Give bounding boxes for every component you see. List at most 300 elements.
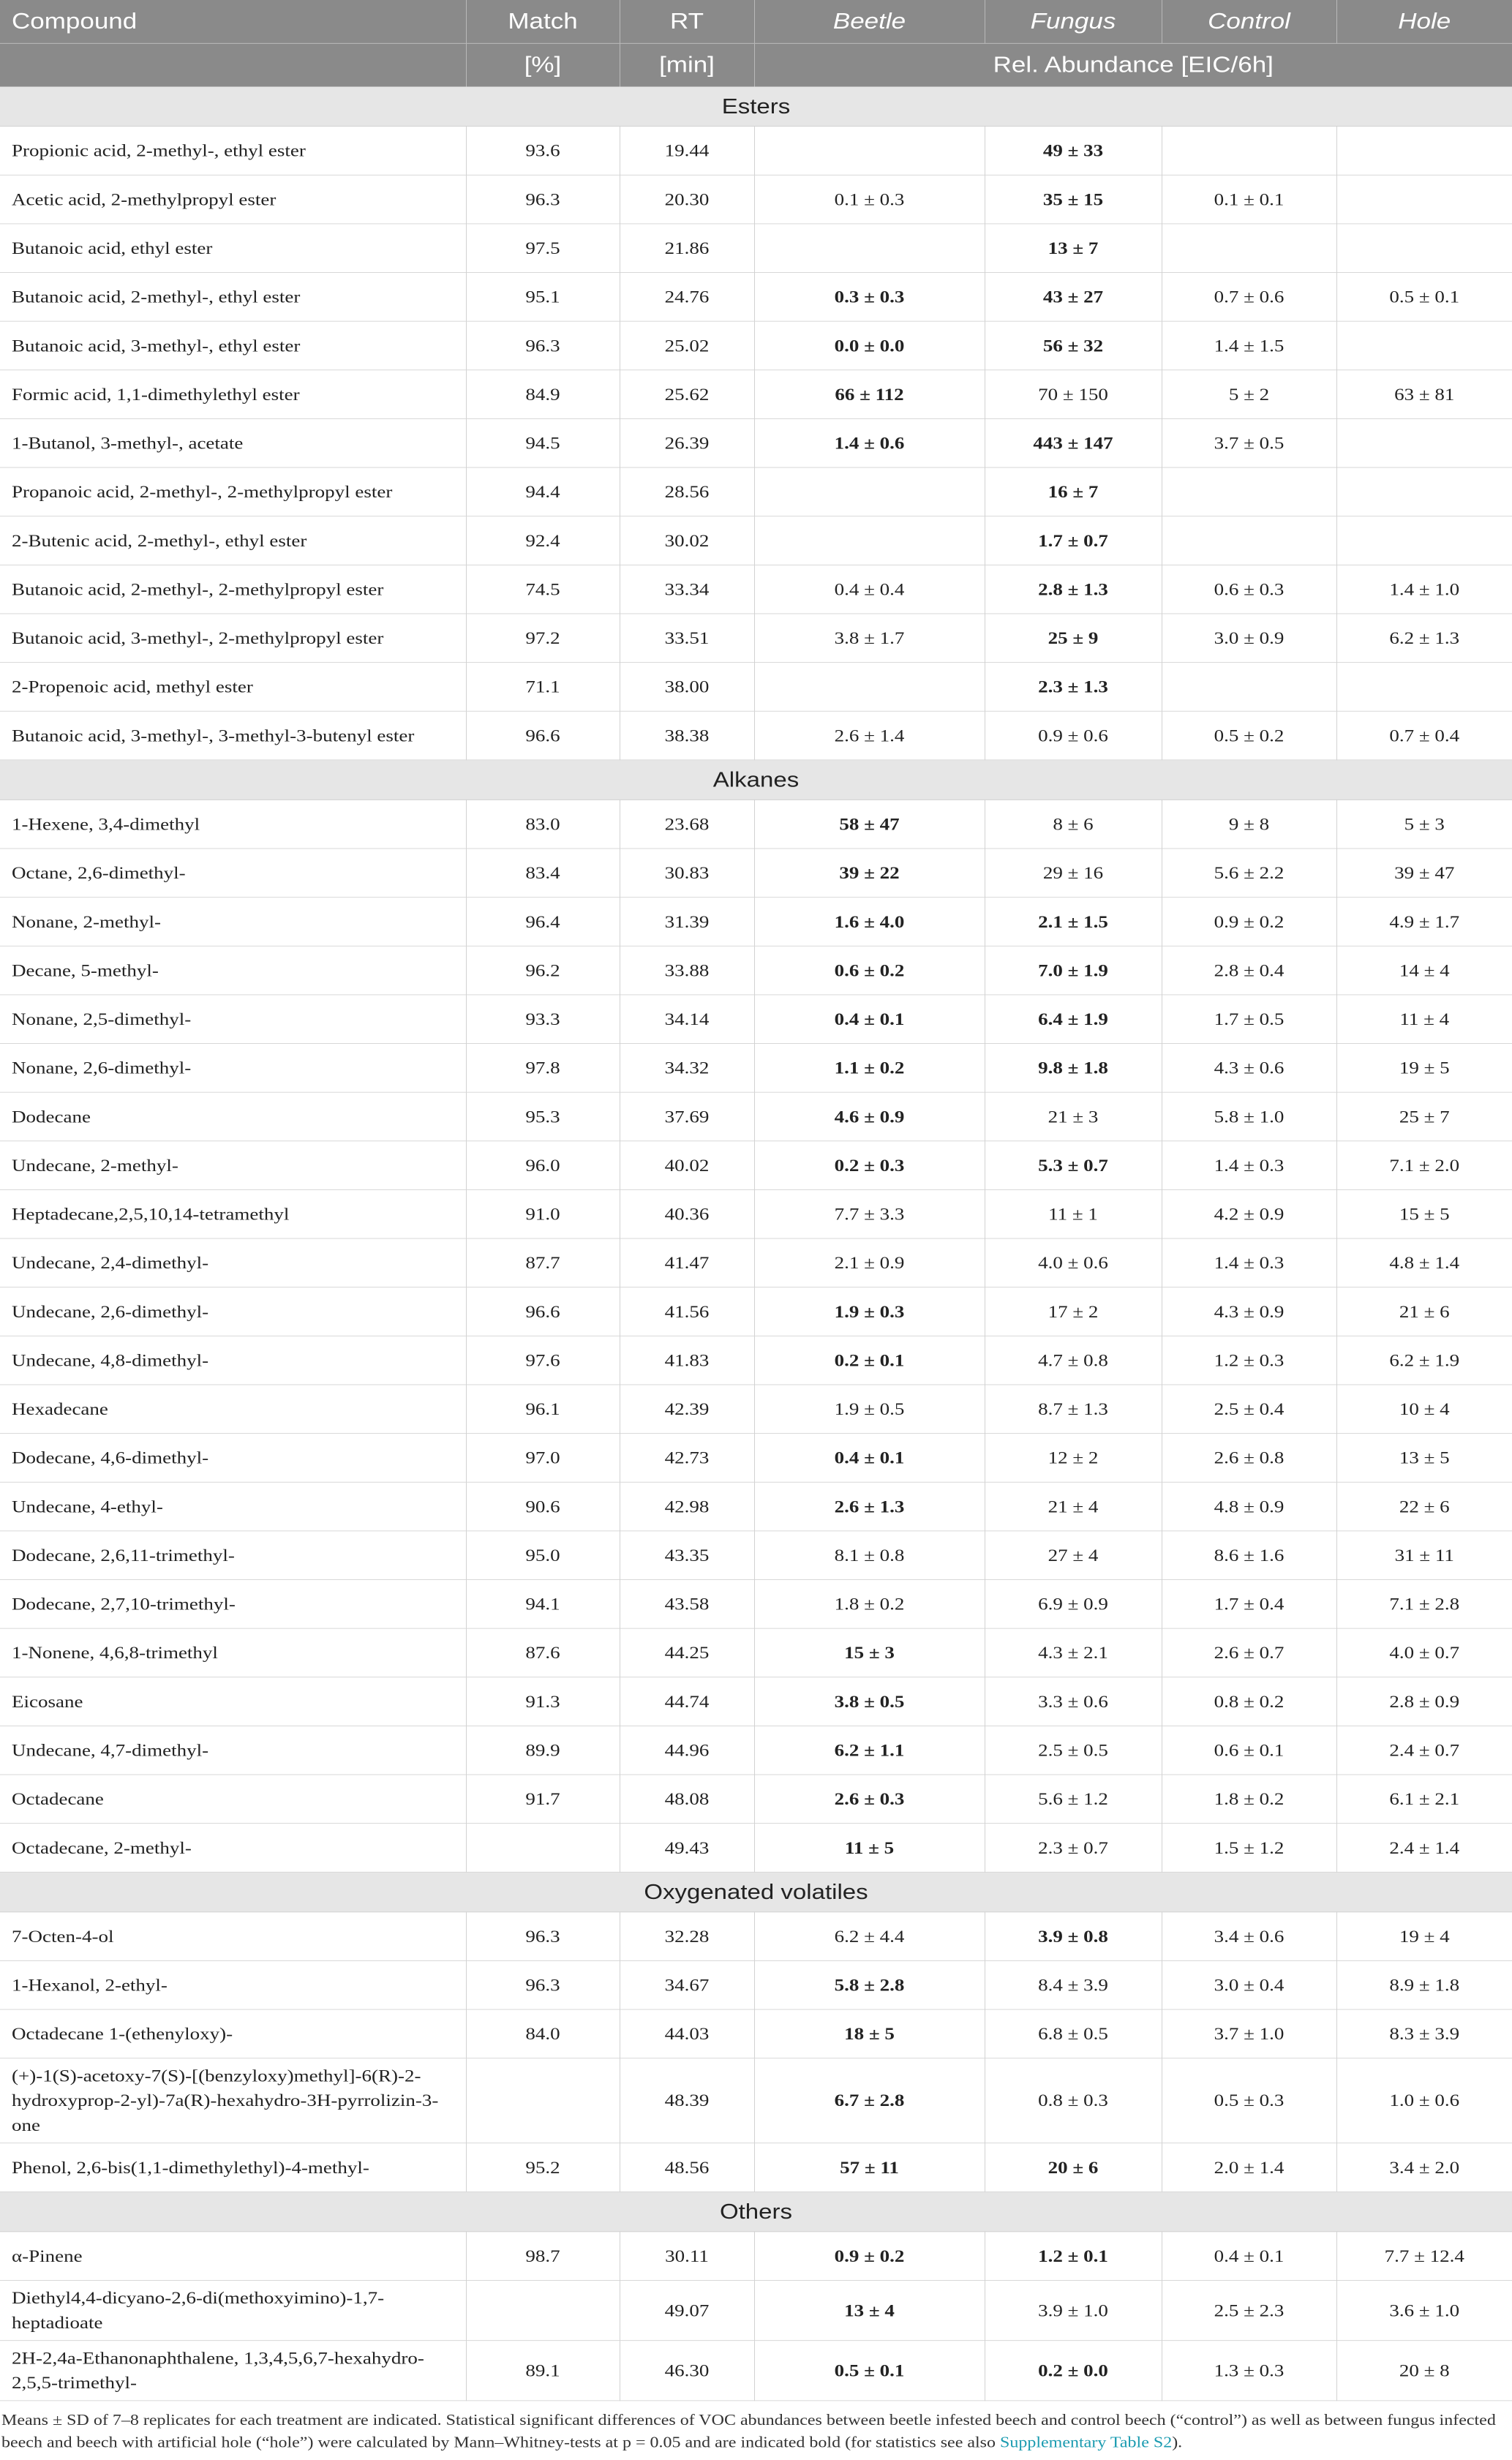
table-row (0, 2009, 1512, 2058)
cell-fungus: 5.3 ± 0.7 (985, 1141, 1162, 1190)
table-row (0, 467, 1512, 516)
cell-match: 91.7 (466, 1775, 620, 1824)
cell-match: 97.0 (466, 1434, 620, 1483)
cell-fungus: 43 ± 27 (985, 273, 1162, 322)
table-row (0, 273, 1512, 322)
section-title: Others (0, 2192, 1512, 2232)
cell-hole: 7.1 ± 2.0 (1336, 1141, 1512, 1190)
cell-match: 95.3 (466, 1092, 620, 1141)
cell-rt: 30.02 (620, 516, 754, 565)
header-match-unit: [%] (466, 43, 620, 86)
cell-hole: 2.4 ± 0.7 (1336, 1726, 1512, 1775)
cell-match: 97.8 (466, 1044, 620, 1093)
cell-hole: 5 ± 3 (1336, 800, 1512, 849)
compound-name: Nonane, 2,6-dimethyl- (0, 1044, 466, 1093)
cell-control: 1.4 ± 0.3 (1162, 1141, 1336, 1190)
cell-beetle (754, 224, 985, 273)
cell-fungus: 21 ± 3 (985, 1092, 1162, 1141)
cell-hole: 25 ± 7 (1336, 1092, 1512, 1141)
cell-hole: 0.7 ± 0.4 (1336, 711, 1512, 760)
cell-match: 92.4 (466, 516, 620, 565)
compound-name: Butanoic acid, 3-methyl-, ethyl ester (0, 321, 466, 370)
supplementary-link[interactable]: Supplementary Table S2 (1000, 2434, 1173, 2451)
cell-match: 96.3 (466, 175, 620, 224)
cell-match: 93.6 (466, 127, 620, 176)
cell-rt: 46.30 (620, 2341, 754, 2401)
cell-rt: 42.98 (620, 1482, 754, 1531)
cell-match: 87.7 (466, 1238, 620, 1287)
compound-name: (+)-1(S)-acetoxy-7(S)-[(benzyloxy)methyl]-6(R)-2-hydroxyprop-2-yl)-7a(R)-hexahydro-3H-pyrrolizin-3-one (0, 2058, 466, 2143)
cell-control: 3.0 ± 0.9 (1162, 614, 1336, 663)
cell-match (466, 1824, 620, 1873)
cell-match: 71.1 (466, 663, 620, 712)
cell-control: 3.4 ± 0.6 (1162, 1912, 1336, 1961)
cell-rt: 37.69 (620, 1092, 754, 1141)
cell-control: 4.3 ± 0.9 (1162, 1287, 1336, 1336)
compound-name: Octadecane (0, 1775, 466, 1824)
cell-control: 2.8 ± 0.4 (1162, 946, 1336, 995)
table-row (0, 127, 1512, 176)
compound-name: Nonane, 2-methyl- (0, 898, 466, 947)
table-row (0, 1775, 1512, 1824)
cell-rt: 33.88 (620, 946, 754, 995)
cell-rt: 25.02 (620, 321, 754, 370)
header-fungus: Fungus (985, 0, 1162, 43)
cell-fungus: 8.4 ± 3.9 (985, 1960, 1162, 2009)
compound-name: Propanoic acid, 2-methyl-, 2-methylpropyl ester (0, 467, 466, 516)
table-row (0, 370, 1512, 419)
compound-name: Octadecane, 2-methyl- (0, 1824, 466, 1873)
compound-name: 1-Hexanol, 2-ethyl- (0, 1960, 466, 2009)
cell-hole: 1.0 ± 0.6 (1336, 2058, 1512, 2143)
cell-rt: 25.62 (620, 370, 754, 419)
cell-beetle: 18 ± 5 (754, 2009, 985, 2058)
table-row (0, 995, 1512, 1044)
cell-rt: 42.73 (620, 1434, 754, 1483)
cell-match: 96.6 (466, 711, 620, 760)
cell-control: 0.6 ± 0.1 (1162, 1726, 1336, 1775)
compound-name: Dodecane, 2,7,10-trimethyl- (0, 1580, 466, 1629)
cell-control: 5.8 ± 1.0 (1162, 1092, 1336, 1141)
cell-hole: 3.4 ± 2.0 (1336, 2143, 1512, 2192)
compound-name: Butanoic acid, 3-methyl-, 2-methylpropyl ester (0, 614, 466, 663)
cell-control (1162, 516, 1336, 565)
cell-rt: 40.36 (620, 1189, 754, 1238)
compound-name: 1-Nonene, 4,6,8-trimethyl (0, 1628, 466, 1677)
footnote-text: Means ± SD of 7–8 replicates for each treatment are indicated. Statistical significant differences of VOC abundances between beetle infested beech and control beech (“control”) as well as between fungus infected beech and beech with artificial hole (“hole”) were calculated by Mann–Whitney-tests at p = 0.05 and are indicated bold (for statistics see also (1, 2412, 1496, 2451)
cell-match: 94.5 (466, 418, 620, 467)
cell-hole: 15 ± 5 (1336, 1189, 1512, 1238)
header-hole: Hole (1336, 0, 1512, 43)
table-row (0, 224, 1512, 273)
cell-match: 94.4 (466, 467, 620, 516)
cell-beetle: 2.6 ± 1.3 (754, 1482, 985, 1531)
cell-beetle: 4.6 ± 0.9 (754, 1092, 985, 1141)
cell-fungus: 25 ± 9 (985, 614, 1162, 663)
cell-beetle: 0.4 ± 0.1 (754, 995, 985, 1044)
cell-control: 3.7 ± 0.5 (1162, 418, 1336, 467)
table-row (0, 1189, 1512, 1238)
cell-hole (1336, 467, 1512, 516)
table-row (0, 1726, 1512, 1775)
cell-hole: 19 ± 5 (1336, 1044, 1512, 1093)
cell-beetle: 1.8 ± 0.2 (754, 1580, 985, 1629)
compound-name: 7-Octen-4-ol (0, 1912, 466, 1961)
cell-control: 3.7 ± 1.0 (1162, 2009, 1336, 2058)
cell-fungus: 0.8 ± 0.3 (985, 2058, 1162, 2143)
cell-rt: 28.56 (620, 467, 754, 516)
cell-control: 1.4 ± 0.3 (1162, 1238, 1336, 1287)
cell-hole: 7.1 ± 2.8 (1336, 1580, 1512, 1629)
compound-name: Dodecane, 4,6-dimethyl- (0, 1434, 466, 1483)
cell-match: 96.6 (466, 1287, 620, 1336)
cell-fungus: 5.6 ± 1.2 (985, 1775, 1162, 1824)
cell-fungus: 11 ± 1 (985, 1189, 1162, 1238)
cell-rt: 44.96 (620, 1726, 754, 1775)
compound-name: Undecane, 2,6-dimethyl- (0, 1287, 466, 1336)
cell-hole (1336, 175, 1512, 224)
cell-fungus: 35 ± 15 (985, 175, 1162, 224)
compound-name: Decane, 5-methyl- (0, 946, 466, 995)
cell-match: 98.7 (466, 2232, 620, 2281)
cell-hole (1336, 127, 1512, 176)
cell-beetle: 1.4 ± 0.6 (754, 418, 985, 467)
cell-fungus: 4.3 ± 2.1 (985, 1628, 1162, 1677)
table-row (0, 1677, 1512, 1726)
cell-hole (1336, 663, 1512, 712)
cell-rt: 49.43 (620, 1824, 754, 1873)
cell-rt: 41.56 (620, 1287, 754, 1336)
cell-beetle: 1.6 ± 4.0 (754, 898, 985, 947)
header-match: Match (466, 0, 620, 43)
cell-control: 5.6 ± 2.2 (1162, 849, 1336, 898)
compound-name: Diethyl4,4-dicyano-2,6-di(methoxyimino)-1,7-heptadioate (0, 2280, 466, 2340)
cell-control: 0.9 ± 0.2 (1162, 898, 1336, 947)
cell-control: 1.7 ± 0.4 (1162, 1580, 1336, 1629)
table-body (0, 87, 1512, 2401)
cell-control: 0.5 ± 0.3 (1162, 2058, 1336, 2143)
table-row (0, 1482, 1512, 1531)
compound-name: Undecane, 2,4-dimethyl- (0, 1238, 466, 1287)
table-row (0, 565, 1512, 614)
header-rt-unit: [min] (620, 43, 754, 86)
table-row (0, 2232, 1512, 2281)
table-header (0, 0, 1512, 87)
table-row (0, 1336, 1512, 1385)
cell-control: 0.7 ± 0.6 (1162, 273, 1336, 322)
compound-name: Butanoic acid, 2-methyl-, 2-methylpropyl ester (0, 565, 466, 614)
section-title: Oxygenated volatiles (0, 1872, 1512, 1912)
cell-beetle: 2.1 ± 0.9 (754, 1238, 985, 1287)
cell-hole: 7.7 ± 12.4 (1336, 2232, 1512, 2281)
cell-beetle: 3.8 ± 1.7 (754, 614, 985, 663)
table-row (0, 663, 1512, 712)
header-abundance: Rel. Abundance [EIC/6h] (754, 43, 1512, 86)
cell-rt: 48.08 (620, 1775, 754, 1824)
cell-hole: 19 ± 4 (1336, 1912, 1512, 1961)
cell-match: 97.5 (466, 224, 620, 273)
cell-control: 1.7 ± 0.5 (1162, 995, 1336, 1044)
cell-control: 1.8 ± 0.2 (1162, 1775, 1336, 1824)
cell-control: 0.1 ± 0.1 (1162, 175, 1336, 224)
cell-match: 96.1 (466, 1385, 620, 1434)
cell-beetle (754, 516, 985, 565)
compound-name: Undecane, 2-methyl- (0, 1141, 466, 1190)
cell-fungus: 2.8 ± 1.3 (985, 565, 1162, 614)
cell-beetle: 11 ± 5 (754, 1824, 985, 1873)
table-row (0, 1434, 1512, 1483)
cell-control (1162, 224, 1336, 273)
cell-beetle: 66 ± 112 (754, 370, 985, 419)
cell-hole: 2.8 ± 0.9 (1336, 1677, 1512, 1726)
cell-rt: 44.74 (620, 1677, 754, 1726)
header-blank (0, 43, 466, 86)
header-rt: RT (620, 0, 754, 43)
cell-fungus: 2.1 ± 1.5 (985, 898, 1162, 947)
cell-rt: 34.67 (620, 1960, 754, 2009)
section-title: Alkanes (0, 760, 1512, 800)
cell-hole: 20 ± 8 (1336, 2341, 1512, 2401)
cell-control: 2.5 ± 2.3 (1162, 2280, 1336, 2340)
cell-beetle (754, 467, 985, 516)
table-row (0, 2058, 1512, 2143)
compound-name: Phenol, 2,6-bis(1,1-dimethylethyl)-4-methyl- (0, 2143, 466, 2192)
cell-fungus: 6.8 ± 0.5 (985, 2009, 1162, 2058)
compound-name: Propionic acid, 2-methyl-, ethyl ester (0, 127, 466, 176)
cell-control: 1.5 ± 1.2 (1162, 1824, 1336, 1873)
cell-hole: 6.2 ± 1.9 (1336, 1336, 1512, 1385)
cell-beetle: 2.6 ± 1.4 (754, 711, 985, 760)
table-row (0, 849, 1512, 898)
cell-fungus: 443 ± 147 (985, 418, 1162, 467)
compound-name: 2H-2,4a-Ethanonaphthalene, 1,3,4,5,6,7-hexahydro-2,5,5-trimethyl- (0, 2341, 466, 2401)
cell-hole: 8.3 ± 3.9 (1336, 2009, 1512, 2058)
cell-control: 1.3 ± 0.3 (1162, 2341, 1336, 2401)
compound-name: Octane, 2,6-dimethyl- (0, 849, 466, 898)
cell-rt: 30.83 (620, 849, 754, 898)
cell-fungus: 6.9 ± 0.9 (985, 1580, 1162, 1629)
cell-match: 95.1 (466, 273, 620, 322)
table-row (0, 175, 1512, 224)
compound-name: Heptadecane,2,5,10,14-tetramethyl (0, 1189, 466, 1238)
cell-match: 91.0 (466, 1189, 620, 1238)
cell-control: 5 ± 2 (1162, 370, 1336, 419)
compound-name: Butanoic acid, 3-methyl-, 3-methyl-3-butenyl ester (0, 711, 466, 760)
table-row (0, 946, 1512, 995)
cell-match: 87.6 (466, 1628, 620, 1677)
cell-fungus: 13 ± 7 (985, 224, 1162, 273)
cell-hole: 31 ± 11 (1336, 1531, 1512, 1580)
cell-match: 96.4 (466, 898, 620, 947)
cell-control: 4.3 ± 0.6 (1162, 1044, 1336, 1093)
cell-hole: 22 ± 6 (1336, 1482, 1512, 1531)
cell-hole: 0.5 ± 0.1 (1336, 273, 1512, 322)
cell-beetle: 13 ± 4 (754, 2280, 985, 2340)
table-row (0, 1092, 1512, 1141)
section-title: Esters (0, 87, 1512, 127)
cell-beetle: 6.2 ± 1.1 (754, 1726, 985, 1775)
cell-rt: 48.56 (620, 2143, 754, 2192)
table-row (0, 711, 1512, 760)
cell-beetle: 2.6 ± 0.3 (754, 1775, 985, 1824)
table-row (0, 1385, 1512, 1434)
compound-name: 2-Propenoic acid, methyl ester (0, 663, 466, 712)
compound-name: Undecane, 4,8-dimethyl- (0, 1336, 466, 1385)
cell-rt: 49.07 (620, 2280, 754, 2340)
cell-rt: 34.14 (620, 995, 754, 1044)
cell-beetle: 8.1 ± 0.8 (754, 1531, 985, 1580)
table-row (0, 321, 1512, 370)
cell-fungus: 49 ± 33 (985, 127, 1162, 176)
cell-beetle: 58 ± 47 (754, 800, 985, 849)
cell-match: 95.0 (466, 1531, 620, 1580)
cell-fungus: 3.3 ± 0.6 (985, 1677, 1162, 1726)
cell-hole: 39 ± 47 (1336, 849, 1512, 898)
cell-control: 0.6 ± 0.3 (1162, 565, 1336, 614)
cell-hole: 6.1 ± 2.1 (1336, 1775, 1512, 1824)
cell-hole: 4.0 ± 0.7 (1336, 1628, 1512, 1677)
cell-rt: 41.83 (620, 1336, 754, 1385)
cell-fungus: 2.5 ± 0.5 (985, 1726, 1162, 1775)
cell-hole (1336, 224, 1512, 273)
table-row (0, 1824, 1512, 1873)
cell-beetle: 1.1 ± 0.2 (754, 1044, 985, 1093)
cell-control (1162, 663, 1336, 712)
cell-fungus: 1.7 ± 0.7 (985, 516, 1162, 565)
cell-beetle: 6.7 ± 2.8 (754, 2058, 985, 2143)
cell-beetle: 57 ± 11 (754, 2143, 985, 2192)
cell-rt: 44.25 (620, 1628, 754, 1677)
header-row (0, 0, 1512, 43)
cell-control: 9 ± 8 (1162, 800, 1336, 849)
cell-rt: 41.47 (620, 1238, 754, 1287)
cell-match: 84.0 (466, 2009, 620, 2058)
cell-control: 4.8 ± 0.9 (1162, 1482, 1336, 1531)
cell-control: 0.8 ± 0.2 (1162, 1677, 1336, 1726)
table-row (0, 1628, 1512, 1677)
compound-name: Undecane, 4-ethyl- (0, 1482, 466, 1531)
cell-fungus: 4.0 ± 0.6 (985, 1238, 1162, 1287)
cell-beetle: 1.9 ± 0.5 (754, 1385, 985, 1434)
cell-hole: 10 ± 4 (1336, 1385, 1512, 1434)
cell-match: 91.3 (466, 1677, 620, 1726)
cell-control: 1.2 ± 0.3 (1162, 1336, 1336, 1385)
compound-name: 1-Hexene, 3,4-dimethyl (0, 800, 466, 849)
footnote-end: ). (1172, 2434, 1183, 2451)
table-row (0, 800, 1512, 849)
cell-match: 95.2 (466, 2143, 620, 2192)
section-header-row (0, 760, 1512, 800)
table-row (0, 418, 1512, 467)
cell-rt: 23.68 (620, 800, 754, 849)
section-header-row (0, 87, 1512, 127)
cell-fungus: 3.9 ± 1.0 (985, 2280, 1162, 2340)
compound-name: 1-Butanol, 3-methyl-, acetate (0, 418, 466, 467)
cell-hole: 4.9 ± 1.7 (1336, 898, 1512, 947)
cell-fungus: 27 ± 4 (985, 1531, 1162, 1580)
cell-match: 96.3 (466, 321, 620, 370)
table-row (0, 2143, 1512, 2192)
cell-beetle (754, 663, 985, 712)
header-beetle: Beetle (754, 0, 985, 43)
cell-match: 94.1 (466, 1580, 620, 1629)
compound-name: Butanoic acid, ethyl ester (0, 224, 466, 273)
table-row (0, 1531, 1512, 1580)
cell-beetle: 5.8 ± 2.8 (754, 1960, 985, 2009)
cell-fungus: 21 ± 4 (985, 1482, 1162, 1531)
compound-name: α-Pinene (0, 2232, 466, 2281)
cell-rt: 48.39 (620, 2058, 754, 2143)
cell-rt: 19.44 (620, 127, 754, 176)
cell-beetle: 0.4 ± 0.1 (754, 1434, 985, 1483)
cell-hole: 14 ± 4 (1336, 946, 1512, 995)
header-units-row (0, 43, 1512, 86)
cell-rt: 33.34 (620, 565, 754, 614)
cell-hole (1336, 516, 1512, 565)
cell-rt: 20.30 (620, 175, 754, 224)
cell-rt: 44.03 (620, 2009, 754, 2058)
cell-control: 2.6 ± 0.7 (1162, 1628, 1336, 1677)
compound-name: Nonane, 2,5-dimethyl- (0, 995, 466, 1044)
table-row (0, 1912, 1512, 1961)
cell-rt: 33.51 (620, 614, 754, 663)
cell-hole: 11 ± 4 (1336, 995, 1512, 1044)
header-compound: Compound (0, 0, 466, 43)
cell-beetle: 6.2 ± 4.4 (754, 1912, 985, 1961)
cell-rt: 40.02 (620, 1141, 754, 1190)
cell-control: 4.2 ± 0.9 (1162, 1189, 1336, 1238)
cell-fungus: 1.2 ± 0.1 (985, 2232, 1162, 2281)
compound-name: Eicosane (0, 1677, 466, 1726)
cell-match: 96.3 (466, 1960, 620, 2009)
cell-match: 97.2 (466, 614, 620, 663)
cell-hole: 6.2 ± 1.3 (1336, 614, 1512, 663)
cell-beetle: 1.9 ± 0.3 (754, 1287, 985, 1336)
cell-fungus: 0.2 ± 0.0 (985, 2341, 1162, 2401)
cell-match: 89.1 (466, 2341, 620, 2401)
cell-beetle: 0.0 ± 0.0 (754, 321, 985, 370)
cell-match: 89.9 (466, 1726, 620, 1775)
compound-name: Formic acid, 1,1-dimethylethyl ester (0, 370, 466, 419)
table-footnote (0, 2401, 1510, 2454)
cell-control: 2.5 ± 0.4 (1162, 1385, 1336, 1434)
cell-beetle: 0.1 ± 0.3 (754, 175, 985, 224)
cell-beetle: 0.3 ± 0.3 (754, 273, 985, 322)
cell-fungus: 8.7 ± 1.3 (985, 1385, 1162, 1434)
cell-rt: 38.00 (620, 663, 754, 712)
cell-rt: 21.86 (620, 224, 754, 273)
cell-control: 1.4 ± 1.5 (1162, 321, 1336, 370)
cell-fungus: 70 ± 150 (985, 370, 1162, 419)
compound-name: 2-Butenic acid, 2-methyl-, ethyl ester (0, 516, 466, 565)
table-row (0, 1580, 1512, 1629)
cell-rt: 38.38 (620, 711, 754, 760)
compound-name: Octadecane 1-(ethenyloxy)- (0, 2009, 466, 2058)
compound-name: Undecane, 4,7-dimethyl- (0, 1726, 466, 1775)
cell-rt: 24.76 (620, 273, 754, 322)
table-row (0, 614, 1512, 663)
cell-rt: 42.39 (620, 1385, 754, 1434)
cell-hole: 4.8 ± 1.4 (1336, 1238, 1512, 1287)
cell-fungus: 4.7 ± 0.8 (985, 1336, 1162, 1385)
cell-hole: 8.9 ± 1.8 (1336, 1960, 1512, 2009)
table-row (0, 1141, 1512, 1190)
cell-beetle: 0.5 ± 0.1 (754, 2341, 985, 2401)
cell-hole: 21 ± 6 (1336, 1287, 1512, 1336)
cell-beetle: 39 ± 22 (754, 849, 985, 898)
cell-beetle: 0.4 ± 0.4 (754, 565, 985, 614)
cell-rt: 34.32 (620, 1044, 754, 1093)
